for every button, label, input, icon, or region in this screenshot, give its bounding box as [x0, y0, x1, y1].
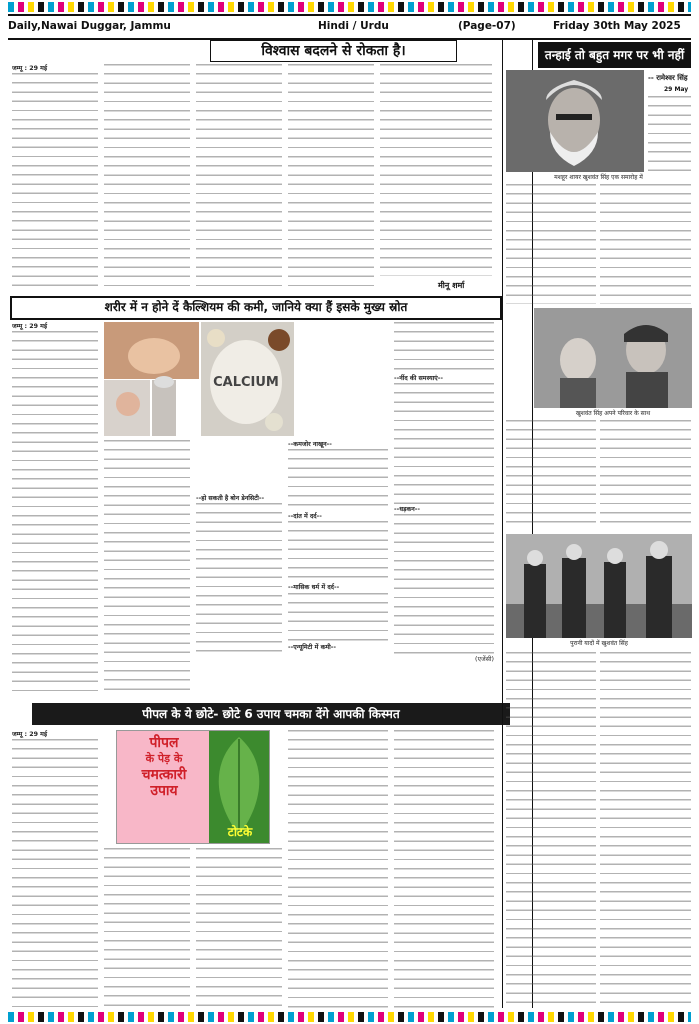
- subhead-bone-density: --हो सकती है बोन डेनसिटी--: [196, 495, 265, 502]
- article3-column-1: [12, 730, 98, 1008]
- article1-headline: विश्वास बदलने से रोकता है।: [210, 40, 457, 62]
- issue-date: Friday 30th May 2025: [553, 20, 681, 32]
- text-lines: [12, 73, 98, 290]
- article1-byline: मीनू शर्मा: [438, 281, 465, 290]
- article2-column-1: [12, 322, 98, 692]
- color-registration-strip-top: [8, 2, 691, 12]
- text-lines: [104, 848, 190, 1008]
- subhead-teeth: --दांत में दर्द--: [288, 512, 322, 520]
- article1-column-3: [196, 64, 282, 290]
- article3-column-2: [104, 848, 190, 1008]
- article2-dateline: जम्मू : 29 मई: [12, 323, 48, 330]
- article3-dateline: जम्मू : 29 मई: [12, 731, 48, 738]
- subhead-sleep: --नींद की समस्याएं--: [394, 374, 444, 382]
- text-lines: [394, 514, 494, 655]
- page-header: [8, 14, 691, 40]
- text-lines: [288, 593, 388, 643]
- article2-column-5: [394, 322, 494, 692]
- text-lines: [196, 503, 282, 653]
- poster-tag: टोटके: [227, 825, 253, 839]
- text-lines: [12, 331, 98, 692]
- portrait-photo-1: [506, 70, 644, 172]
- photo2-caption: खुशवंत सिंह अपने परिवार के साथ: [575, 410, 651, 417]
- page-number: (Page-07): [458, 20, 516, 32]
- subhead-heartbeat: --धड़कन--: [394, 506, 421, 514]
- text-lines: [394, 322, 494, 374]
- group-photo: [506, 534, 692, 638]
- poster-line-2: के पेड़ के: [145, 752, 183, 765]
- text-lines: [394, 383, 494, 505]
- text-lines: [380, 64, 492, 276]
- article3-column-5: [394, 730, 494, 1008]
- poster-line-4: उपाय: [150, 783, 178, 799]
- subhead-numbness: --एन्यूमिटी में कमी--: [288, 643, 337, 651]
- text-lines: [288, 64, 374, 290]
- text-lines: [288, 521, 388, 584]
- text-lines: [104, 64, 190, 290]
- language-label: Hindi / Urdu: [318, 20, 389, 32]
- article3-column-4: [288, 730, 388, 1008]
- article4-headline: तन्हाई तो बहुत मगर पर भी नहीं: [538, 42, 691, 68]
- text-lines: [394, 730, 494, 1008]
- article4-column-6: [600, 652, 691, 1008]
- photo1-caption: मशहूर शायर खुशवंत सिंह एक समारोह में: [554, 174, 643, 181]
- text-lines: [288, 730, 388, 1008]
- subhead-period-pain: --मासिक धर्म में दर्द--: [288, 584, 340, 592]
- article1-column-4: [288, 64, 374, 290]
- column-divider: [502, 40, 503, 1008]
- photo3-caption: पुरानी यादों में खुशवंत सिंह: [570, 640, 628, 647]
- text-lines: [196, 848, 282, 1008]
- article3-headline: पीपल के ये छोटे- छोटे 6 उपाय चमका देंगे आपकी किस्मत: [32, 703, 510, 725]
- color-registration-strip-bottom: [8, 1012, 691, 1022]
- article4-column-3: [506, 420, 596, 530]
- text-lines: [196, 64, 282, 290]
- article2-column-3: [196, 440, 282, 690]
- poster-line-3: चमत्कारी: [141, 767, 187, 783]
- text-lines: [600, 420, 691, 530]
- text-lines: [104, 440, 190, 690]
- article1-column-5: [380, 64, 492, 276]
- article2-agency: (एजेंसी): [475, 655, 494, 663]
- article1-column-1: [12, 64, 98, 290]
- text-lines: [506, 184, 596, 304]
- article2-headline: शरीर में न होने दें कैल्शियम की कमी, जानिये क्या हैं इसके मुख्य स्रोत: [10, 296, 502, 320]
- article1-dateline: जम्मू : 29 मई: [12, 65, 48, 72]
- text-lines: [12, 739, 98, 1008]
- text-lines: [506, 420, 596, 530]
- text-lines: [600, 184, 691, 304]
- article4-column-1: [506, 184, 596, 304]
- text-lines: [288, 449, 388, 512]
- text-lines: [506, 652, 596, 1008]
- article4-byline: -- रामेश्वर सिंह: [648, 74, 688, 82]
- article4-column-5: [506, 652, 596, 1008]
- calcium-label: CALCIUM: [213, 375, 279, 390]
- article4-column-intro: [648, 96, 691, 172]
- article4-column-4: [600, 420, 691, 530]
- subhead-nails: --कमजोर नाखून--: [288, 441, 332, 448]
- article4-column-2: [600, 184, 691, 304]
- article1-column-2: [104, 64, 190, 290]
- article4-dateline: 29 May: [664, 86, 689, 93]
- peepal-poster: [116, 730, 270, 844]
- poster-line-1: पीपल: [149, 735, 179, 751]
- article2-column-4: [288, 440, 388, 690]
- portrait-photo-2: [534, 308, 692, 408]
- calcium-photo-collage: [104, 322, 294, 436]
- article3-column-3: [196, 848, 282, 1008]
- text-lines: [648, 96, 691, 172]
- article2-column-2: [104, 440, 190, 690]
- text-lines: [600, 652, 691, 1008]
- newspaper-name: Daily,Nawai Duggar, Jammu: [8, 20, 171, 32]
